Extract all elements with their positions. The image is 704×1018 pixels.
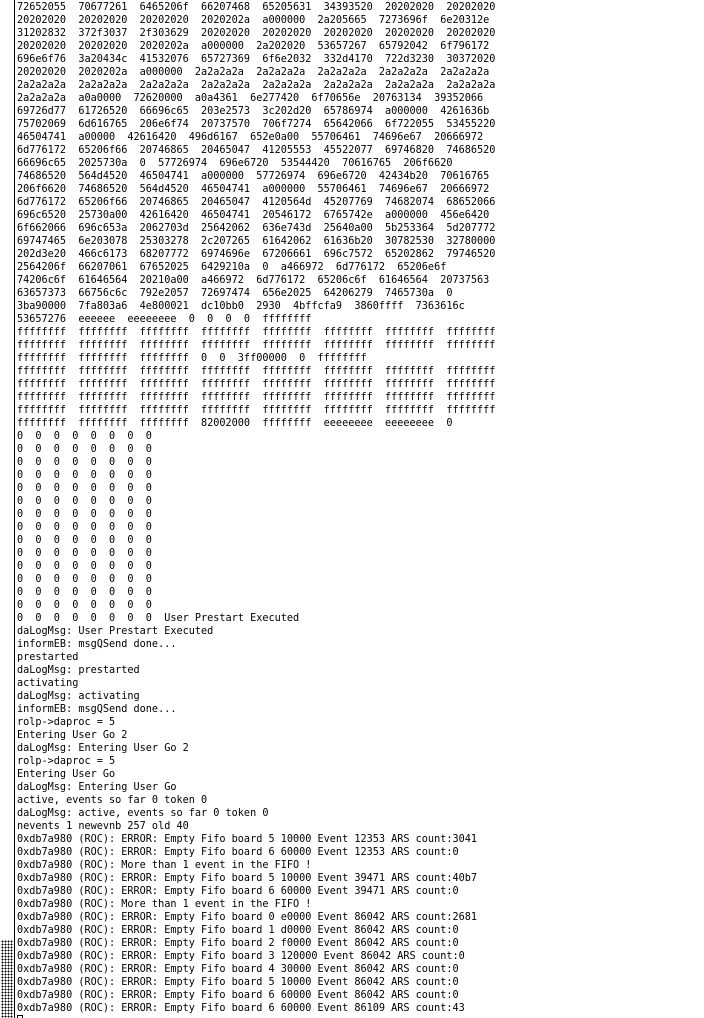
terminal-line: 0xdb7a980 (ROC): ERROR: Empty Fifo board 6 60000 Event 86109 ARS count:43: [17, 1003, 465, 1014]
terminal-line: 0 0 0 0 0 0 0 0: [17, 574, 152, 585]
terminal-line: ffffffff ffffffff ffffffff ffffffff ffffffff ffffffff ffffffff ffffffff: [17, 327, 496, 338]
terminal-line: rolp->daproc = 5: [17, 717, 116, 728]
terminal-line: 31202832 372f3037 2f303629 20202020 20202020 20202020 20202020 20202020: [17, 28, 496, 39]
terminal-line: 74206c6f 61646564 20210a00 a466972 6d776172 65206c6f 61646564 20737563: [17, 275, 490, 286]
terminal-line: 53657276 eeeeee eeeeeeee 0 0 0 0 ffffffff: [17, 314, 312, 325]
terminal-line: ffffffff ffffffff ffffffff ffffffff ffffffff ffffffff ffffffff ffffffff: [17, 405, 496, 416]
terminal-line: 0 0 0 0 0 0 0 0: [17, 470, 152, 481]
terminal-line: 0 0 0 0 0 0 0 0: [17, 431, 152, 442]
terminal-line: 69726d77 61726520 66696c65 203e2573 3c202d20 65786974 a000000 4261636b: [17, 106, 490, 117]
scrollbar-track[interactable]: [0, 0, 14, 1018]
terminal-line: 0xdb7a980 (ROC): ERROR: Empty Fifo board 5 10000 Event 86042 ARS count:0: [17, 977, 459, 988]
terminal-line: 696e6f76 3a20434c 41532076 65727369 6f6e2032 332d4170 722d3230 30372020: [17, 54, 496, 65]
terminal-lines: [17, 1, 704, 1015]
terminal-line: 0xdb7a980 (ROC): ERROR: Empty Fifo board 1 d0000 Event 86042 ARS count:0: [17, 925, 459, 936]
terminal-line: 202d3e20 466c6173 68207772 6974696e 67206661 696c7572 65202862 79746520: [17, 249, 496, 260]
terminal-line: 0 0 0 0 0 0 0 0: [17, 496, 152, 507]
terminal-line: 0xdb7a980 (ROC): ERROR: Empty Fifo board 5 10000 Event 39471 ARS count:40b7: [17, 873, 478, 884]
terminal-line: 20202020 20202020 2020202a a000000 2a202020 53657267 65792042 6f796172: [17, 41, 490, 52]
terminal-line: Entering User Go: [17, 769, 116, 780]
terminal-line: 0xdb7a980 (ROC): More than 1 event in the FIFO !: [17, 860, 312, 871]
terminal-line: 0xdb7a980 (ROC): More than 1 event in the FIFO !: [17, 899, 312, 910]
terminal-line: 3ba90000 7fa803a6 4e800021 dc10bb0 2930 4bffcfa9 3860ffff 7363616c: [17, 301, 465, 312]
scrollbar-thumb[interactable]: [1, 940, 13, 1018]
terminal-line: 0 0 0 0 0 0 0 0: [17, 483, 152, 494]
terminal-line: 0xdb7a980 (ROC): ERROR: Empty Fifo board 4 30000 Event 86042 ARS count:0: [17, 964, 459, 975]
terminal-line: daLogMsg: User Prestart Executed: [17, 626, 214, 637]
terminal-line: 0xdb7a980 (ROC): ERROR: Empty Fifo board 3 120000 Event 86042 ARS count:0: [17, 951, 465, 962]
terminal-line: 0xdb7a980 (ROC): ERROR: Empty Fifo board 6 60000 Event 12353 ARS count:0: [17, 847, 459, 858]
terminal-line: 0 0 0 0 0 0 0 0: [17, 600, 152, 611]
terminal-line: active, events so far 0 token 0: [17, 795, 208, 806]
terminal-line: 63657373 66756c6c 792e2057 72697474 656e2025 64206279 7465730a 0: [17, 288, 453, 299]
terminal-line: 0 0 0 0 0 0 0 0: [17, 444, 152, 455]
terminal-line: 0xdb7a980 (ROC): ERROR: Empty Fifo board 5 10000 Event 12353 ARS count:3041: [17, 834, 478, 845]
terminal-line: ffffffff ffffffff ffffffff ffffffff ffffffff ffffffff ffffffff ffffffff: [17, 392, 496, 403]
terminal-line: 0 0 0 0 0 0 0 0: [17, 457, 152, 468]
terminal-line: 0 0 0 0 0 0 0 0: [17, 522, 152, 533]
terminal-line: Entering User Go 2: [17, 730, 128, 741]
terminal-line: 0xdb7a980 (ROC): ERROR: Empty Fifo board 6 60000 Event 86042 ARS count:0: [17, 990, 459, 1001]
terminal-line: 0xdb7a980 (ROC): ERROR: Empty Fifo board 2 f0000 Event 86042 ARS count:0: [17, 938, 459, 949]
terminal-line: 696c6520 25730a00 42616420 46504741 20546172 6765742e a000000 456e6420: [17, 210, 490, 221]
terminal-line: daLogMsg: prestarted: [17, 665, 140, 676]
terminal-line: 75702069 6d616765 206e6f74 20737570 706f7274 65642066 6f722055 53455220: [17, 119, 496, 130]
terminal-line: 46504741 a00000 42616420 496d6167 652e0a00 55706461 74696e67 20666972: [17, 132, 484, 143]
terminal-line: 20202020 20202020 20202020 2020202a a000000 2a205665 7273696f 6e20312e: [17, 15, 490, 26]
terminal-line: 0xdb7a980 (ROC): ERROR: Empty Fifo board 6 60000 Event 39471 ARS count:0: [17, 886, 459, 897]
terminal-line: 6d776172 65206f66 20746865 20465047 4120564d 45207769 74682074 68652066: [17, 197, 496, 208]
terminal-line: 0 0 0 0 0 0 0 0: [17, 587, 152, 598]
terminal-line: ffffffff ffffffff ffffffff 82002000 ffffffff eeeeeeee eeeeeeee 0: [17, 418, 453, 429]
scrollbar[interactable]: [0, 0, 15, 1018]
terminal-line: rolp->daproc = 5: [17, 756, 116, 767]
terminal-line: 2564206f 66207061 67652025 6429210a 0 a466972 6d776172 65206e6f: [17, 262, 447, 273]
terminal-line: informEB: msgQSend done...: [17, 704, 177, 715]
terminal-line: 2a2a2a2a a0a0000 72620000 a0a4361 6e277420 6f70656e 20763134 39352066: [17, 93, 484, 104]
terminal-line: daLogMsg: Entering User Go 2: [17, 743, 189, 754]
terminal-output[interactable]: [17, 1, 704, 1018]
terminal-line: 0 0 0 0 0 0 0 0 User Prestart Executed: [17, 613, 300, 624]
terminal-line: 66696c65 2025730a 0 57726974 696e6720 53544420 70616765 206f6620: [17, 158, 453, 169]
terminal-line: 74686520 564d4520 46504741 a000000 57726974 696e6720 42434b20 70616765: [17, 171, 490, 182]
terminal-line: 0 0 0 0 0 0 0 0: [17, 561, 152, 572]
terminal-line: daLogMsg: Entering User Go: [17, 782, 177, 793]
terminal-line: nevents 1 newevnb 257 old 40: [17, 821, 189, 832]
terminal-line: 6d776172 65206f66 20746865 20465047 41205553 45522077 69746820 74686520: [17, 145, 496, 156]
terminal-line: informEB: msgQSend done...: [17, 639, 177, 650]
terminal-line: 6f662066 696c653a 2062703d 25642062 636e743d 25640a00 5b253364 5d207772: [17, 223, 496, 234]
terminal-line: 2a2a2a2a 2a2a2a2a 2a2a2a2a 2a2a2a2a 2a2a2a2a 2a2a2a2a 2a2a2a2a 2a2a2a2a: [17, 80, 496, 91]
terminal-line: prestarted: [17, 652, 79, 663]
terminal-line: ffffffff ffffffff ffffffff 0 0 3ff00000 0 ffffffff: [17, 353, 367, 364]
terminal-line: 0 0 0 0 0 0 0 0: [17, 535, 152, 546]
terminal-line: ffffffff ffffffff ffffffff ffffffff ffffffff ffffffff ffffffff ffffffff: [17, 366, 496, 377]
terminal-line: ffffffff ffffffff ffffffff ffffffff ffffffff ffffffff ffffffff ffffffff: [17, 379, 496, 390]
terminal-line: 206f6620 74686520 564d4520 46504741 a000000 55706461 74696e67 20666972: [17, 184, 490, 195]
terminal-line: 0 0 0 0 0 0 0 0: [17, 548, 152, 559]
terminal-line: 0xdb7a980 (ROC): ERROR: Empty Fifo board 0 e0000 Event 86042 ARS count:2681: [17, 912, 478, 923]
terminal-line: activating: [17, 678, 79, 689]
terminal-line: daLogMsg: active, events so far 0 token 0: [17, 808, 269, 819]
terminal-line: 20202020 2020202a a000000 2a2a2a2a 2a2a2a2a 2a2a2a2a 2a2a2a2a 2a2a2a2a: [17, 67, 490, 78]
terminal-line: 69747465 6e203078 25303278 2c207265 61642062 61636b20 30782530 32780000: [17, 236, 496, 247]
terminal-line: 0 0 0 0 0 0 0 0: [17, 509, 152, 520]
terminal-line: 72652055 70677261 6465206f 66207468 65205631 34393520 20202020 20202020: [17, 2, 496, 13]
terminal-line: daLogMsg: activating: [17, 691, 140, 702]
terminal-line: ffffffff ffffffff ffffffff ffffffff ffffffff ffffffff ffffffff ffffffff: [17, 340, 496, 351]
